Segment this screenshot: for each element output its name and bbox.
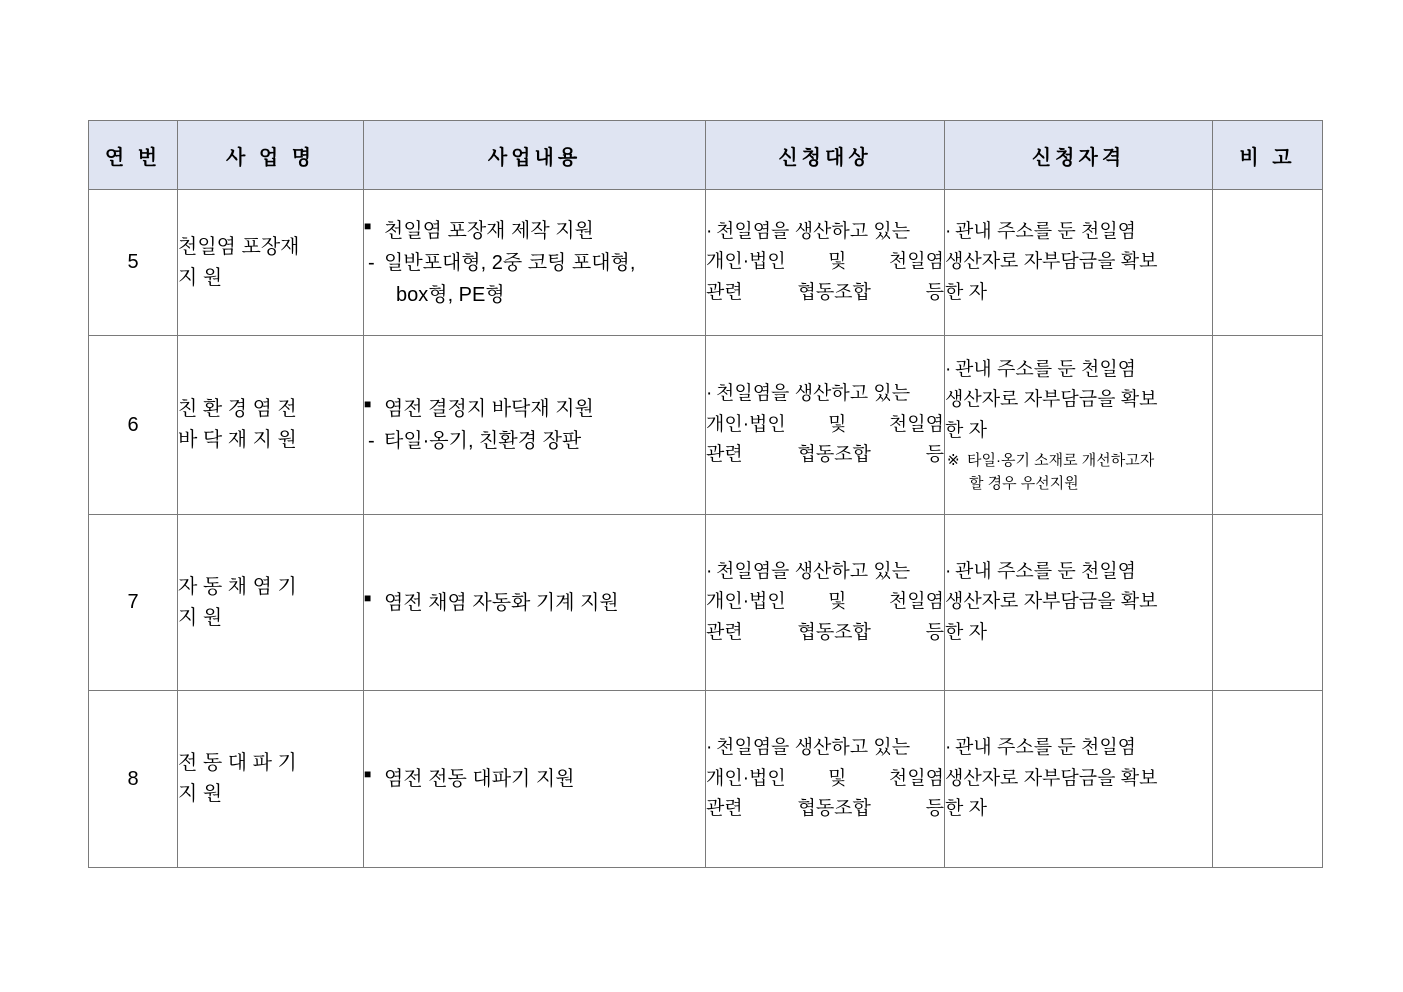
cell-program-name	[178, 691, 364, 868]
cell-applicant-qualification	[945, 190, 1213, 336]
column-header-remarks: 비 고	[1213, 121, 1323, 190]
content-sub-line: - 일반포대형, 2중 코팅 포대형,	[364, 247, 705, 279]
cell-program-name	[178, 515, 364, 691]
support-programs-table	[88, 120, 1323, 868]
qualification-line-3: 한 자	[945, 419, 987, 441]
cell-program-content	[364, 515, 706, 691]
column-header-applicant-qualification: 신청자격	[945, 121, 1213, 190]
program-name-line-1: 전 동 대 파 기	[178, 752, 297, 774]
content-main-line: ■ 천일염 포장재 제작 지원	[364, 215, 705, 247]
column-header-program-name: 사 업 명	[178, 121, 364, 190]
qualification-line-3: 한 자	[945, 281, 987, 303]
cell-applicant-qualification	[945, 336, 1213, 515]
cell-applicant-target	[706, 515, 945, 691]
target-line-3: 관련 협동조합 등	[706, 444, 944, 466]
cell-program-content	[364, 190, 706, 336]
target-line-3: 관련 협동조합 등	[706, 798, 944, 820]
qualification-line-1: · 관내 주소를 둔 천일염	[945, 557, 1212, 587]
table-body	[89, 190, 1323, 868]
content-main-line: ■ 염전 채염 자동화 기계 지원	[364, 587, 705, 619]
cell-applicant-target	[706, 691, 945, 868]
content-main-line: ■ 염전 결정지 바닥재 지원	[364, 393, 705, 425]
qualification-note	[945, 450, 1212, 495]
cell-program-name	[178, 190, 364, 336]
column-header-no: 연 번	[89, 121, 178, 190]
qualification-line-2: 생산자로 자부담금을 확보	[945, 591, 1158, 613]
program-name-line-1: 친 환 경 염 전	[178, 398, 297, 420]
target-line-2: 개인·법인 및 천일염	[706, 591, 944, 613]
cell-no: 8	[89, 691, 178, 868]
target-line-2: 개인·법인 및 천일염	[706, 251, 944, 273]
cell-applicant-target	[706, 336, 945, 515]
cell-no: 7	[89, 515, 178, 691]
qualification-line-2: 생산자로 자부담금을 확보	[945, 251, 1158, 273]
program-name-line-2: 지 원	[178, 783, 223, 805]
cell-remarks	[1213, 515, 1323, 691]
program-name-line-2: 지 원	[178, 266, 223, 289]
target-line-2: 개인·법인 및 천일염	[706, 767, 944, 789]
cell-applicant-qualification	[945, 515, 1213, 691]
cell-no: 6	[89, 336, 178, 515]
table-row	[89, 336, 1323, 515]
cell-program-content	[364, 691, 706, 868]
qualification-line-1: · 관내 주소를 둔 천일염	[945, 217, 1212, 247]
table-header-row	[89, 121, 1323, 190]
cell-applicant-qualification	[945, 691, 1213, 868]
table-row	[89, 190, 1323, 336]
program-name-line-1: 천일염 포장재	[178, 235, 300, 258]
table-row	[89, 691, 1323, 868]
qualification-line-1: · 관내 주소를 둔 천일염	[945, 355, 1212, 385]
target-line-1: · 천일염을 생산하고 있는	[706, 557, 944, 587]
cell-program-name	[178, 336, 364, 515]
qualification-line-3: 한 자	[945, 621, 987, 643]
program-name-line-1: 자 동 채 염 기	[178, 575, 297, 598]
qualification-note-line-1: 타일·옹기 소재로 개선하고자	[967, 452, 1155, 470]
table-row	[89, 515, 1323, 691]
content-sub-continuation: box형, PE형	[396, 283, 505, 306]
qualification-line-1: · 관내 주소를 둔 천일염	[945, 733, 1212, 763]
target-line-3: 관련 협동조합 등	[706, 281, 944, 303]
table-header	[89, 121, 1323, 190]
target-line-2: 개인·법인 및 천일염	[706, 413, 944, 435]
target-line-1: · 천일염을 생산하고 있는	[706, 217, 944, 247]
cell-remarks	[1213, 691, 1323, 868]
qualification-line-3: 한 자	[945, 798, 987, 820]
target-line-1: · 천일염을 생산하고 있는	[706, 379, 944, 409]
cell-no: 5	[89, 190, 178, 336]
content-main-line: ■ 염전 전동 대파기 지원	[364, 763, 705, 795]
column-header-applicant-target: 신청대상	[706, 121, 945, 190]
cell-program-content	[364, 336, 706, 515]
content-sub-line: - 타일·옹기, 친환경 장판	[364, 425, 705, 457]
cell-applicant-target	[706, 190, 945, 336]
qualification-note-line-2: 할 경우 우선지원	[969, 474, 1079, 492]
column-header-program-content: 사업내용	[364, 121, 706, 190]
target-line-1: · 천일염을 생산하고 있는	[706, 733, 944, 763]
document-page	[88, 120, 1316, 868]
qualification-line-2: 생산자로 자부담금을 확보	[945, 389, 1158, 411]
target-line-3: 관련 협동조합 등	[706, 621, 944, 643]
program-name-line-2: 지 원	[178, 606, 223, 629]
program-name-line-2: 바 닥 재 지 원	[178, 429, 297, 451]
cell-remarks	[1213, 336, 1323, 515]
qualification-line-2: 생산자로 자부담금을 확보	[945, 767, 1158, 789]
cell-remarks	[1213, 190, 1323, 336]
